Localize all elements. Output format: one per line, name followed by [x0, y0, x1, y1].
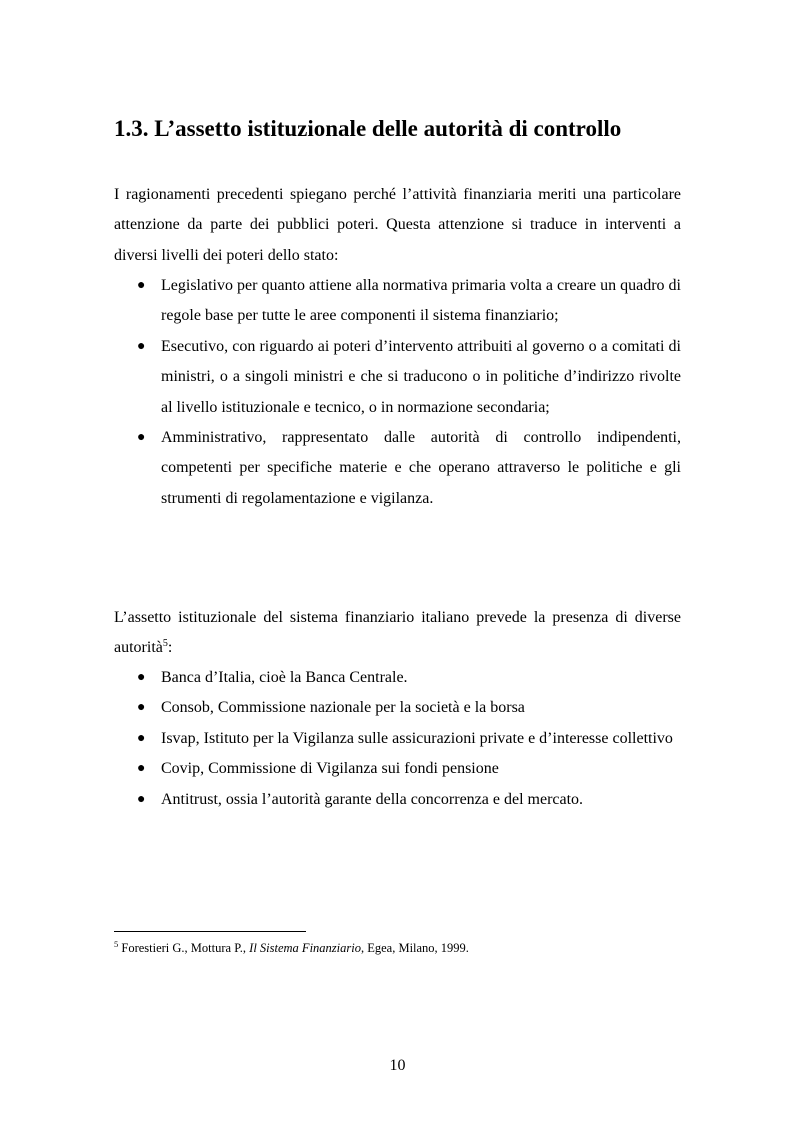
footnote-publisher: , Egea, Milano, 1999. [360, 941, 469, 955]
bullet-icon: ● [137, 761, 146, 777]
list-item [114, 785, 681, 815]
list-item-text: Amministrativo, rappresentato dalle autorità di controllo indipendenti, competenti per specifiche materie e che operano attraverso le politiche e gli strumenti di regolamentazione e vigilanza. [161, 429, 681, 507]
powers-list [114, 271, 681, 514]
footnote-authors: Forestieri G., Mottura P., [121, 941, 250, 955]
assetto-suffix: : [167, 639, 173, 657]
bullet-icon: ● [137, 430, 146, 446]
bullet-icon: ● [137, 278, 146, 293]
list-item [114, 724, 681, 754]
section-heading: 1.3. L’assetto istituzionale delle autorità di controllo [114, 116, 622, 141]
list-item-text: Legislativo per quanto attiene alla normativa primaria volta a creare un quadro di regole base per tutte le aree componenti il sistema finanziario; [161, 277, 681, 325]
list-item-text: Consob, Commissione nazionale per la società e la borsa [161, 699, 525, 717]
list-item [114, 693, 681, 723]
authorities-list [114, 663, 681, 815]
bullet-icon: ● [137, 700, 146, 716]
list-item-text: Esecutivo, con riguardo ai poteri d’intervento attribuiti al governo o a comitati di ministri, o a singoli ministri e che si traducono o in politiche d’indirizzo rivolte al livello istituzionale e tecnico, o in normazione secondaria; [161, 337, 681, 416]
assetto-paragraph [114, 603, 681, 664]
assetto-text: L’assetto istituzionale del sistema finanziario italiano prevede la presenza di diverse autorità [114, 609, 681, 657]
bullet-icon: ● [137, 338, 146, 354]
footnote-number: 5 [114, 939, 119, 949]
footnote-book-title: Il Sistema Finanziario [249, 941, 361, 955]
list-item [114, 663, 681, 693]
list-item-text: Isvap, Istituto per la Vigilanza sulle assicurazioni private e d’interesse collettivo [161, 729, 673, 747]
bullet-icon: ● [137, 730, 146, 746]
page-number: 10 [389, 1057, 406, 1074]
bullet-icon: ● [137, 791, 146, 807]
bullet-icon: ● [137, 670, 146, 685]
list-item [114, 423, 681, 514]
list-item [114, 332, 681, 423]
list-item [114, 754, 681, 784]
document-page [114, 0, 681, 1123]
footnote-divider [114, 931, 306, 932]
footnote-reference[interactable]: 5 [162, 638, 168, 650]
list-item [114, 271, 681, 332]
list-item-text: Antitrust, ossia l’autorità garante della concorrenza e del mercato. [161, 790, 584, 808]
list-item-text: Covip, Commissione di Vigilanza sui fondi pensione [161, 760, 499, 778]
footnote [114, 939, 469, 957]
intro-paragraph: I ragionamenti precedenti spiegano perché l’attività finanziaria meriti una particolare attenzione da parte dei pubblici poteri. Questa attenzione si traduce in interventi a diversi livelli dei poteri dello stato: [114, 186, 681, 264]
list-item-text: Banca d’Italia, cioè la Banca Centrale. [161, 669, 408, 686]
